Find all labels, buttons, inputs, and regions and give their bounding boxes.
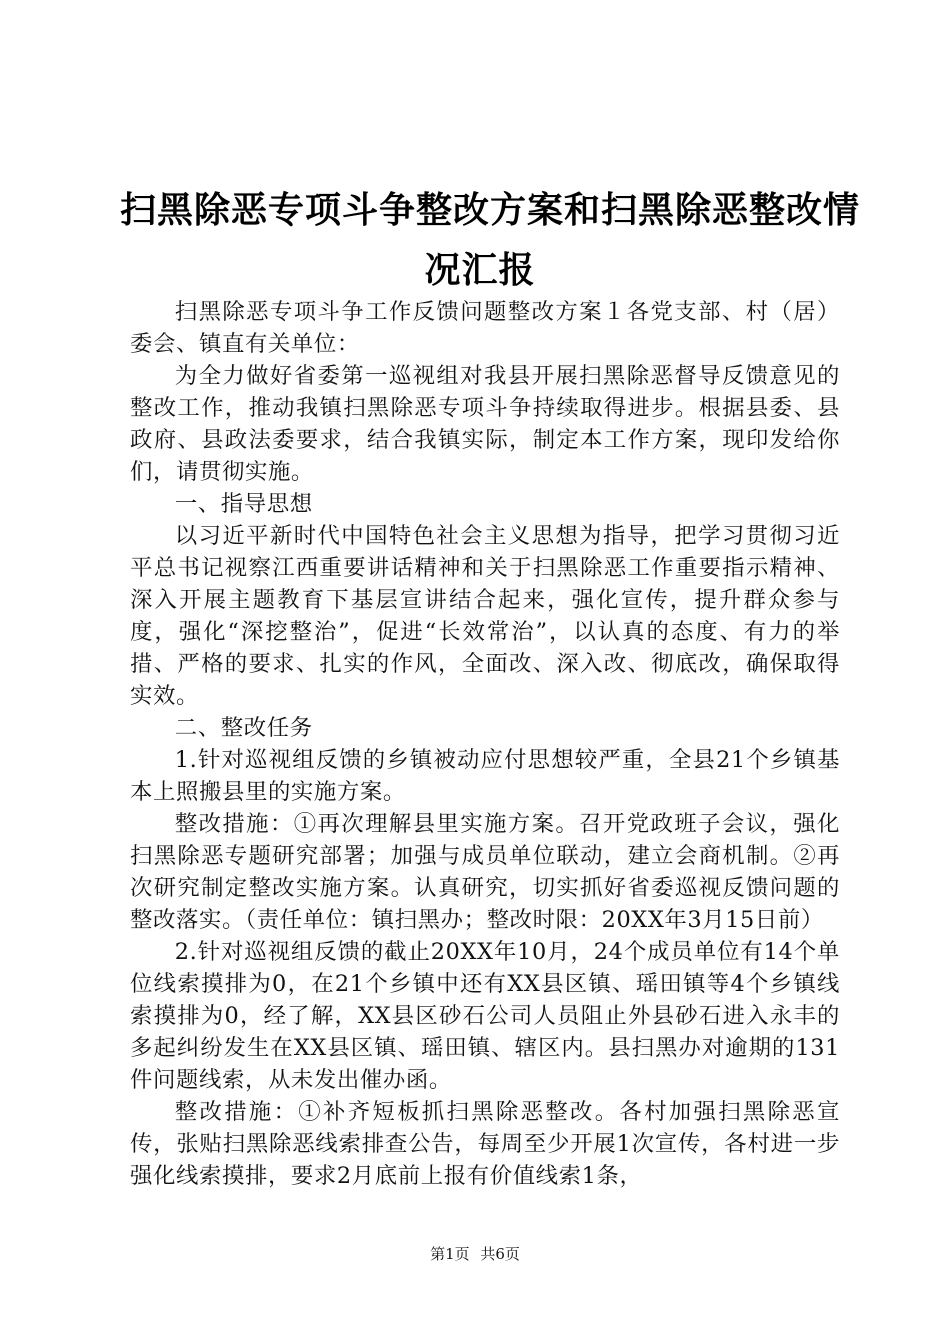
- heading-rectification-tasks: 二、整改任务: [174, 715, 313, 741]
- title-line-1: 扫黑除恶专项斗争整改方案和扫黑除恶整改情: [120, 189, 861, 231]
- paragraph-intro: 扫黑除恶专项斗争工作反馈问题整改方案１各党支部、村（居）委会、镇直有关单位：: [130, 299, 840, 357]
- paragraph-guiding-ideology: 以习近平新时代中国特色社会主义思想为指导，把学习贯彻习近平总书记视察江西重要讲话精神和关于扫黑除恶工作重要指示精神、深入开展主题教育下基层宣讲结合起来，强化宣传，提升群众参与度，强化“深挖整治”，促进“长效常治”，以认真的态度、有力的举措、严格的要求、扎实的作风，全面改、深入改、彻底改，确保取得实效。: [130, 523, 840, 709]
- title-line-2: 况汇报: [424, 249, 536, 291]
- page-footer: [0, 1244, 950, 1264]
- document-title: [120, 180, 861, 300]
- paragraph-task-1: 1.针对巡视组反馈的乡镇被动应付思想较严重，全县21个乡镇基本上照搬县里的实施方案。: [130, 747, 840, 805]
- document-body: [130, 296, 840, 1192]
- paragraph-task-2: 2.针对巡视组反馈的截止20XX年10月，24个成员单位有14个单位线索摸排为0，在21个乡镇中还有XX县区镇、瑶田镇等4个乡镇线索摸排为0，经了解，XX县区砂石公司人员阻止外县砂石进入永丰的多起纠纷发生在XX县区镇、瑶田镇、辖区内。县扫黑办对逾期的131件问题线索，从未发出催办函。: [130, 939, 840, 1093]
- paragraph-measures-1: 整改措施：①再次理解县里实施方案。召开党政班子会议，强化扫黑除恶专题研究部署；加强与成员单位联动，建立会商机制。②再次研究制定整改实施方案。认真研究，切实抓好省委巡视反馈问题的整改落实。（责任单位：镇扫黑办；整改时限：20XX年3月15日前）: [130, 811, 840, 933]
- paragraph-measures-2: 整改措施：①补齐短板抓扫黑除恶整改。各村加强扫黑除恶宣传，张贴扫黑除恶线索排查公告，每周至少开展1次宣传，各村进一步强化线索摸排，要求2月底前上报有价值线索1条，: [130, 1099, 840, 1189]
- heading-guiding-ideology: 一、指导思想: [174, 491, 313, 517]
- paragraph-purpose: 为全力做好省委第一巡视组对我县开展扫黑除恶督导反馈意见的整改工作，推动我镇扫黑除恶专项斗争持续取得进步。根据县委、县政府、县政法委要求，结合我镇实际，制定本工作方案，现印发给你们，请贯彻实施。: [130, 363, 840, 485]
- page-number: 第1页: [430, 1245, 470, 1263]
- page-total: 共6页: [480, 1245, 520, 1263]
